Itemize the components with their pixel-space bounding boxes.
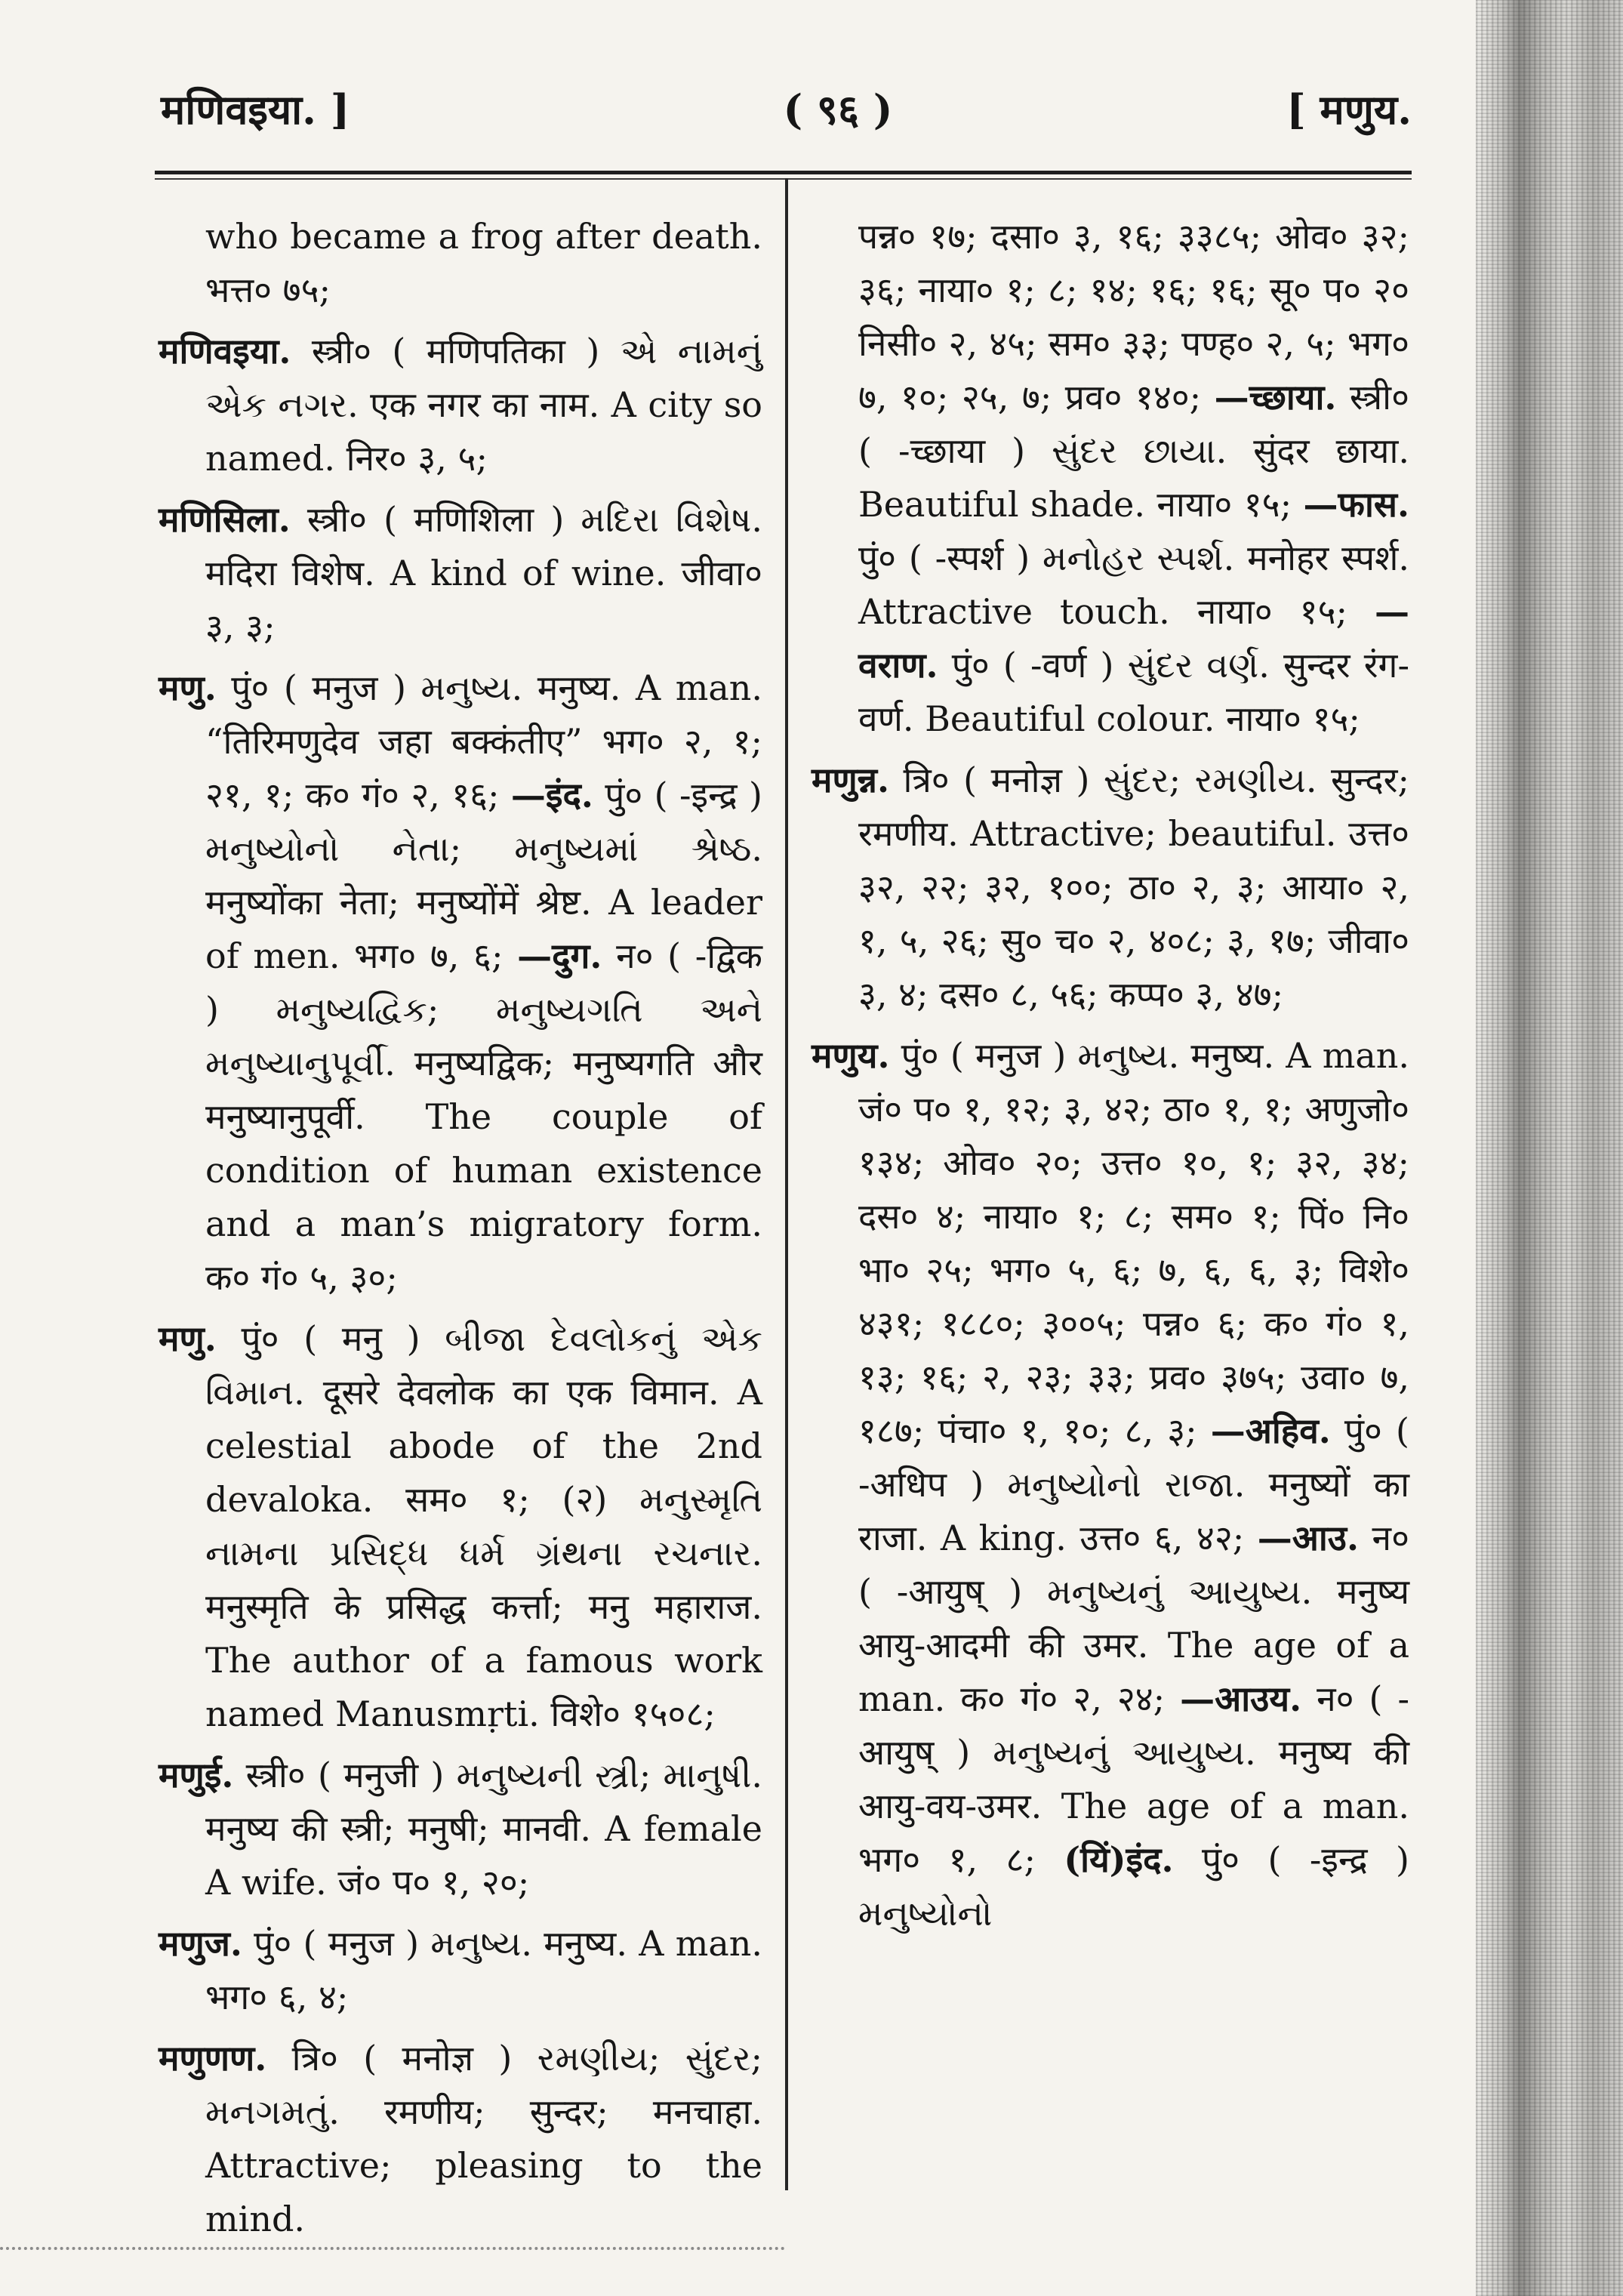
entry-text: पुं० ( मनु ) બીજા દેવલોકનું એક વિમાન. दूसरे देवलोक का एक विमान. A celestial abode of the 2nd devaloka. सम० १; (२) મનુસ્મૃતિ નામના પ્રસિદ્ધ ધર્મ ગ્રંથના રચનાર. मनुस्मृति के प्रसिद्ध कर्त्ता; मनु महाराज. The author of a famous work named Manusmṛti. विशे० १५०८; xyxy=(205,1318,762,1734)
entry-text: स्त्री० ( मनुजी ) મનુષ્યની સ્ત્રી; માનુષી. मनुष्य की स्त्री; मनुषी; मानवी. A female A wife. जं० प० १, २०; xyxy=(205,1755,762,1903)
sub-headword: —च्छाया. xyxy=(1214,377,1337,418)
headword: मणुणण. xyxy=(159,2038,267,2079)
entry-text: पुं० ( -अधिप ) મનુષ્યોનો રાજા. मनुष्यों का राजा. A king. उत्त० ६, ४२; xyxy=(858,1410,1409,1558)
dictionary-entry xyxy=(159,1749,762,1909)
entry-continuation xyxy=(159,210,762,317)
bottom-dotted-line xyxy=(0,2247,785,2250)
dictionary-entry xyxy=(159,325,762,485)
entry-text: पुं० ( -वर्ण ) સુંદર વર્ણ. सुन्दर रंग-वर्ण. Beautiful colour. नाया० १५; xyxy=(858,645,1409,739)
headword: मणिवइया. xyxy=(159,331,291,371)
entry-text: पुं० ( -स्पर्श ) મનોહર સ્પર્શ. मनोहर स्पर्श. Attractive touch. नाया० १५; xyxy=(858,538,1409,632)
entry-text: पन्न० १७; दसा० ३, १६; ३३८५; ओव० ३२; ३६; नाया० १; ८; १४; १६; १६; सू० प० २० निसी० २, ४५; सम० ३३; पण्ह० २, ५; भग० ७, १०; २५, ७; प्रव० १४०; xyxy=(858,216,1409,418)
left-column xyxy=(159,210,763,2239)
entry-text: पुं० ( -इन्द्र ) મનુષ્યોનો નેતા; મનુષ્યમાં શ્રેષ્ઠ. मनुष्योंका नेता; मनुष्योंमें श्रेष्ट. A leader of men. भग० ७, ६; xyxy=(205,775,763,976)
entry-text: त्रि० ( मनोज्ञ ) સુંદર; રમણીય. सुन्दर; रमणीय. Attractive; beautiful. उत्त० ३२, २२; ३२, १००; ठा० २, ३; आया० २, १, ५, २६; सु० च० २, ४०८; ३, १७; जीवा० ३, ४; दस० ८, ५६; कप्प० ३, ४७; xyxy=(858,760,1409,1015)
entry-text: न० ( -आयुष् ) મનુષ્યનું આયુષ્ય. मनुष्य आयु-आदमी की उमर. The age of a man. क० गं० २, २४; xyxy=(858,1518,1409,1719)
header-rule xyxy=(155,171,1412,180)
right-column xyxy=(812,210,1409,2203)
entry-text: स्त्री० ( मणिपतिका ) એ નામનું એક નગર. एक नगर का नाम. A city so named. निर० ३, ५; xyxy=(205,331,762,479)
headword: मणु. xyxy=(159,667,217,708)
dictionary-entry xyxy=(159,1312,762,1741)
entry-text: who became a frog after death. भत्त० ७५; xyxy=(205,216,762,310)
sub-headword: —इंद. xyxy=(510,775,593,815)
entry-text: न० ( -द्विक ) મનુષ્યદ્વિક; મનુષ્યગતિ અને મનુષ્યાનુપૂર્વી. मनुष्यद्विक; मनुष्यगति और मनुष्यानुपूर्वी. The couple of condition of human existence and a man’s migratory form. क० गं० ५, ३०; xyxy=(205,935,762,1298)
sub-headword: (यिं)इंद. xyxy=(1064,1839,1174,1880)
dictionary-entry xyxy=(159,2032,762,2246)
dictionary-entry xyxy=(159,661,762,1305)
running-head-first-word: मणिवइया. ] xyxy=(161,85,350,134)
page-number: ( ९६ ) xyxy=(783,85,893,134)
headword: मणु. xyxy=(159,1318,217,1359)
dictionary-entry xyxy=(812,754,1409,1022)
entry-text: स्त्री० ( -च्छाया ) સુંદર છાયા. सुंदर छाया. Beautiful shade. नाया० १५; xyxy=(858,377,1409,525)
sub-headword: —आउ. xyxy=(1257,1518,1360,1558)
scan-edge-shadow xyxy=(1476,0,1623,2296)
column-divider xyxy=(785,178,788,2190)
sub-headword: —आउय. xyxy=(1180,1678,1302,1719)
sub-headword: —दुग. xyxy=(517,935,602,976)
headword: मणुज. xyxy=(159,1923,242,1964)
entry-text: पुं० ( -इन्द्र ) મનુષ્યોનો xyxy=(858,1839,1410,1934)
dictionary-entry xyxy=(159,1917,762,2024)
headword: मणुय. xyxy=(812,1035,890,1076)
dictionary-entry xyxy=(812,1029,1409,1940)
entry-continuation xyxy=(812,210,1409,746)
entry-text: पुं० ( मनुज ) મનુષ્ય. मनुष्य. A man. भग० ६, ४; xyxy=(205,1923,762,2017)
page-header xyxy=(155,76,1412,143)
entry-text: पुं० ( मनुज ) મનુષ્ય. मनुष्य. A man. “तिरिमणुदेव जहा बक्कंतीए” भग० २, १; २१, १; क० गं० २, १६; xyxy=(205,667,762,815)
sub-headword: —अहिव. xyxy=(1210,1410,1331,1451)
running-head-last-word: [ मणुय. xyxy=(1286,85,1412,134)
entry-text: न० ( -आयुष् ) મનુષ્યનું આયુષ્ય. मनुष्य की आयु-वय-उमर. The age of a man. भग० १, ८; xyxy=(858,1678,1409,1880)
entry-text: पुं० ( मनुज ) મનુષ્ય. मनुष्य. A man. जं० प० १, १२; ३, ४२; ठा० १, १; अणुजो० १३४; ओव० २०; उत्त० १०, १; ३२, ३४; दस० ४; नाया० १; ८; सम० १; पिं० नि० भा० २५; भग० ५, ६; ७, ६, ६, ३; विशे० ४३१; १८८०; ३००५; पन्न० ६; क० गं० १, १३; १६; २, २३; ३३; प्रव० ३७५; उवा० ७, १८७; पंचा० १, १०; ८, ३; xyxy=(858,1035,1409,1451)
sub-headword: —फास. xyxy=(1303,484,1409,525)
sub-headword: —वराण. xyxy=(858,591,1409,686)
headword: मणुई. xyxy=(159,1755,234,1795)
headword: मणिसिला. xyxy=(159,499,291,540)
entry-text: स्त्री० ( मणिशिला ) મદિરા વિશેષ. मदिरा विशेष. A kind of wine. जीवा० ३, ३; xyxy=(205,499,762,647)
entry-text: त्रि० ( मनोज्ञ ) રમણીય; સુંદર; મનગમતું. रमणीय; सुन्दर; मनचाहा. Attractive; pleasing to the mind. xyxy=(205,2038,762,2239)
dictionary-entry xyxy=(159,493,762,654)
headword: मणुन्न. xyxy=(812,760,890,800)
